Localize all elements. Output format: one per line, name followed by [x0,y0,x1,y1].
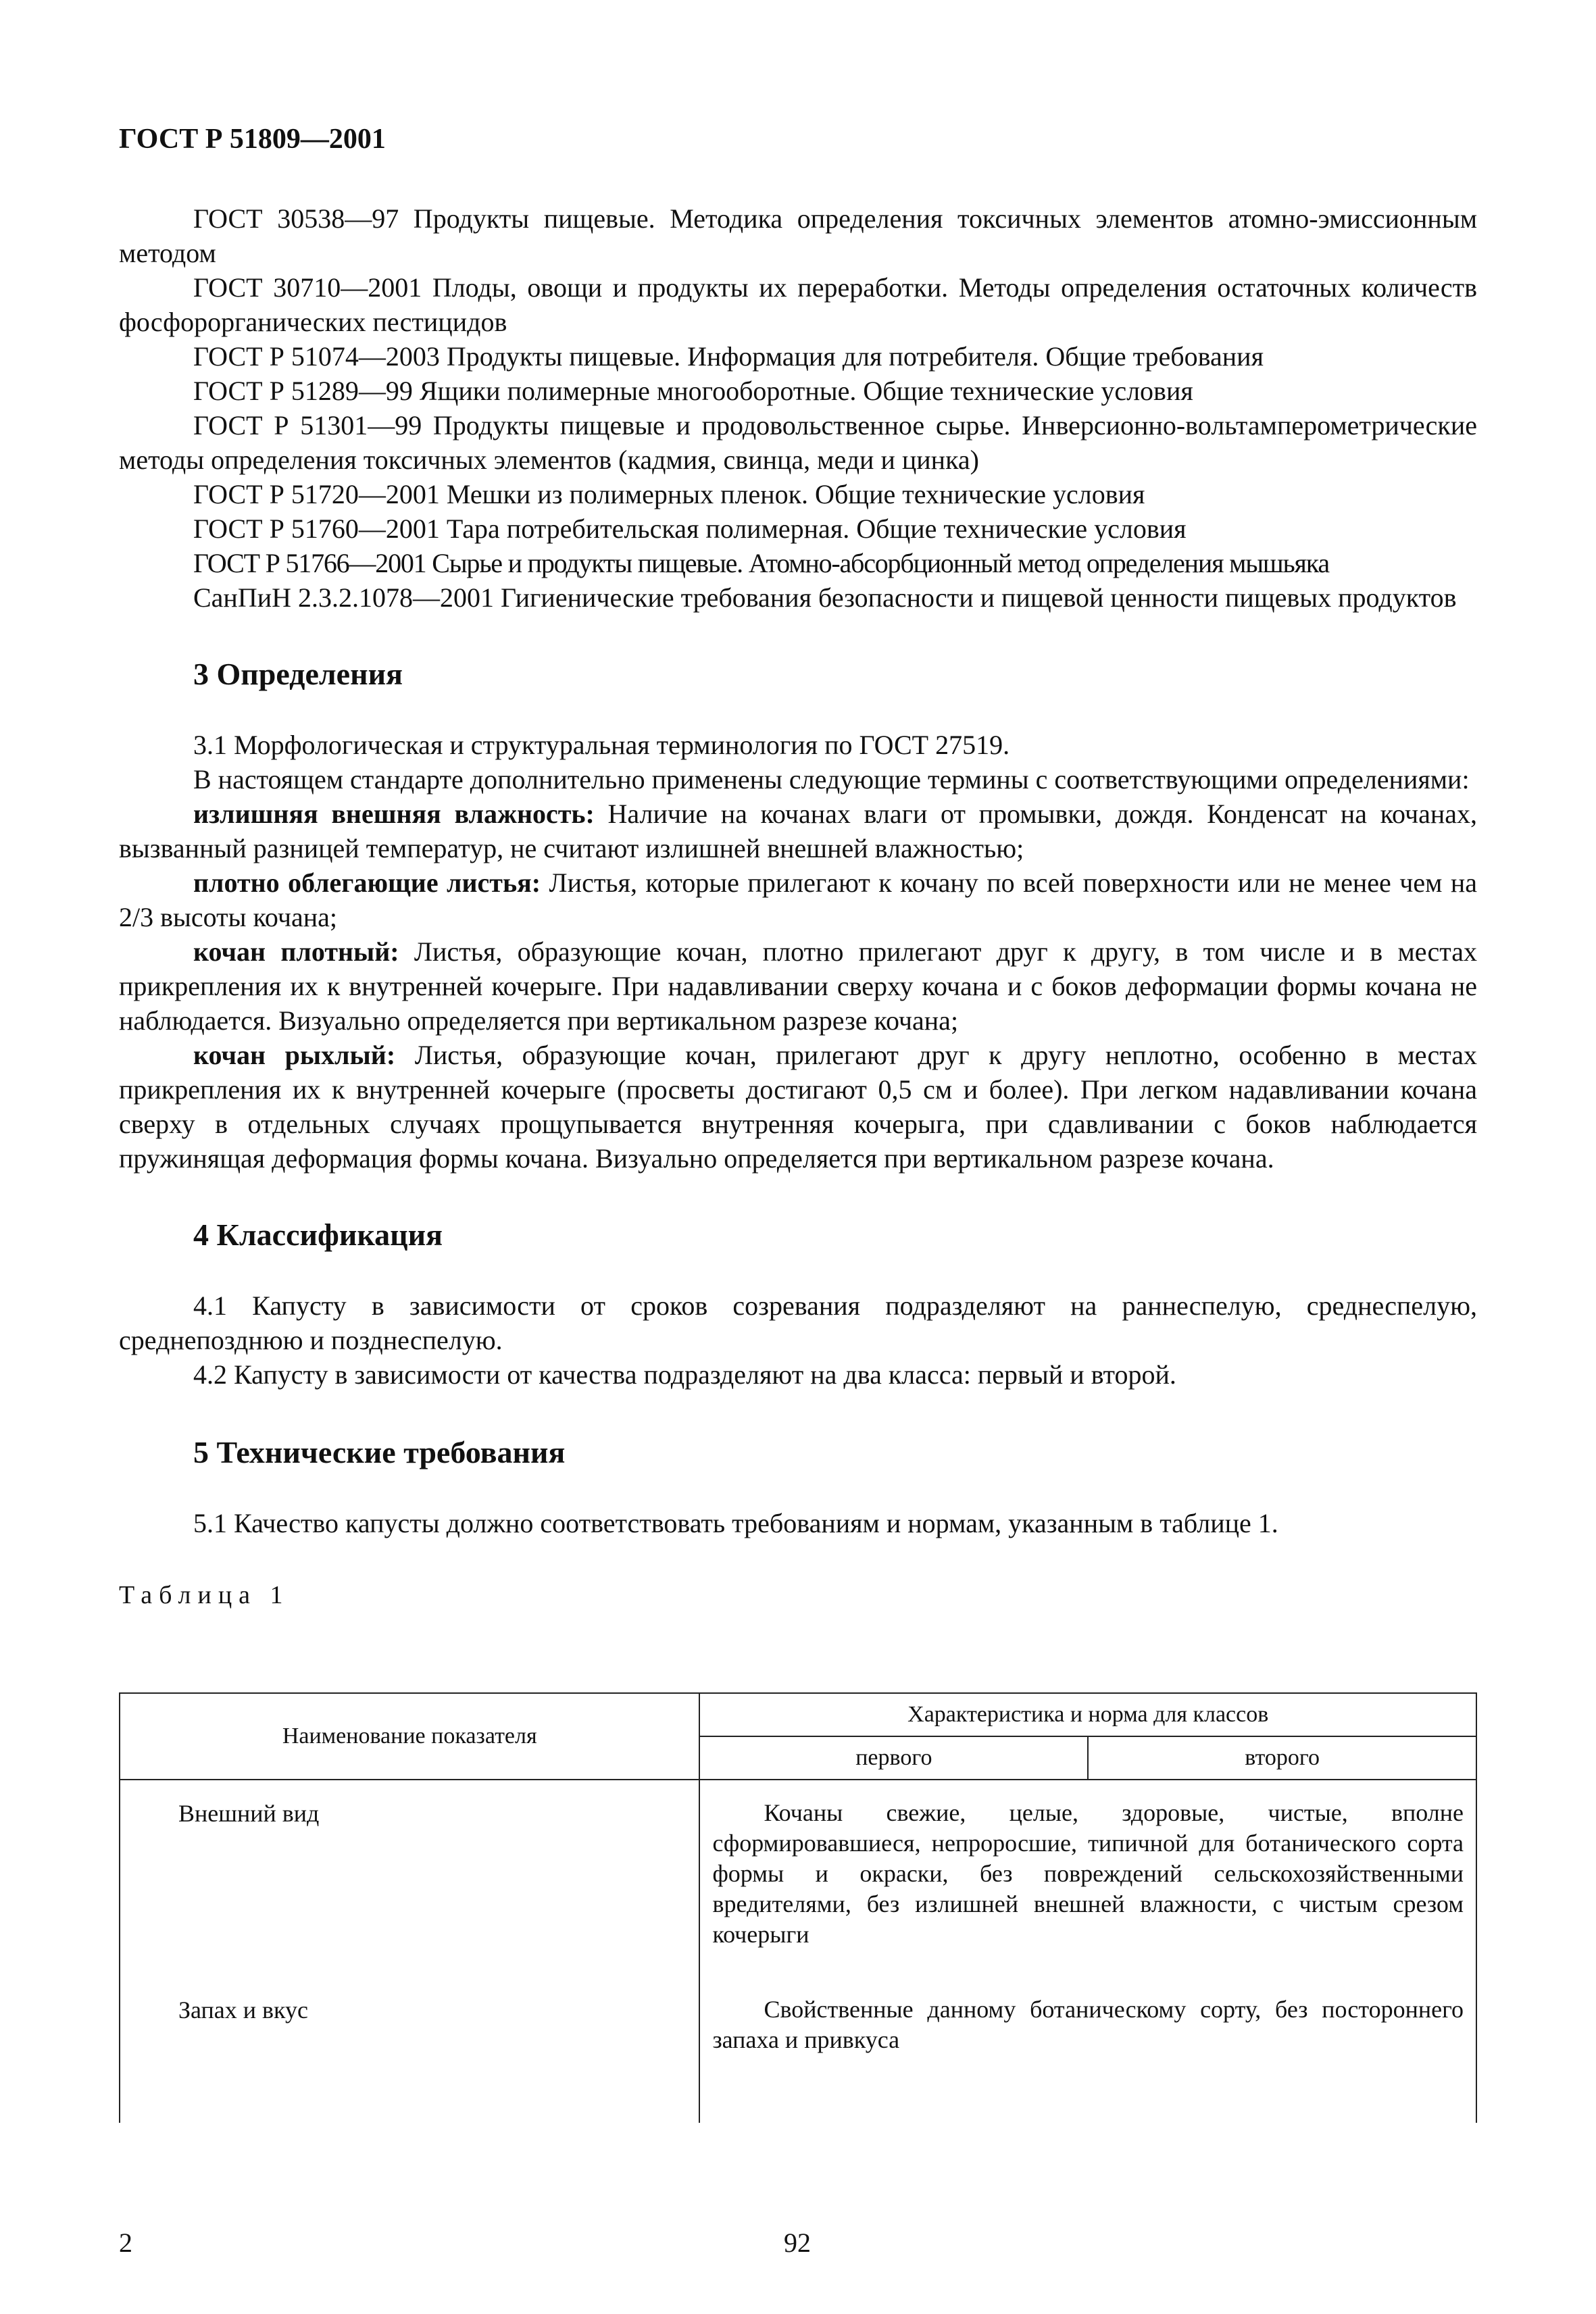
reference-item: ГОСТ Р 51720—2001 Мешки из полимерных пленок. Общие технические условия [193,479,1145,509]
definition-text: Листья, образующие кочан, прилегают друг к другу неплотно, особенно в местах прикрепления их к внутренней кочерыге (просветы достигают 0,5 см и более). При легком надавливании кочана сверху в отдельных случаях прощупывается внутренняя кочерыга, при сдавливании с боков наблюдается пружинящая деформация формы кочана. Визуально определяется при вертикальном разрезе кочана. [119,1040,1477,1174]
column-header-name: Наименование показателя [120,1693,699,1780]
table-cell-name: Внешний вид [120,1780,699,1977]
definition-text: Листья, образующие кочан, плотно прилегают друг к другу, в том числе и в местах прикрепления их к внутренней кочерыге. При надавливании сверху кочана и с боков деформации формы кочана не наблюдается. Визуально определяется при вертикальном разрезе кочана; [119,936,1478,1036]
page-content [119,201,1477,1613]
section-3-paragraph: В настоящем стандарте дополнительно применены следующие термины с соответствующими определениями: [193,764,1470,795]
column-header-second: второго [1088,1736,1476,1780]
definition-term: кочан рыхлый: [193,1040,396,1070]
section-4-paragraph: 4.2 Капусту в зависимости от качества подразделяют на два класса: первый и второй. [193,1359,1176,1390]
page-number-left: 2 [119,2228,132,2258]
definition-item [119,1038,1477,1176]
references-list [119,201,1477,615]
column-header-first: первого [699,1736,1088,1780]
definition-text: Листья, которые прилегают к кочану по всей поверхности или не менее чем на 2/3 высоты кочана; [119,867,1477,932]
reference-item: ГОСТ Р 51074—2003 Продукты пищевые. Информация для потребителя. Общие требования [193,341,1264,372]
definition-item [119,934,1477,1038]
definition-item [119,865,1477,934]
definition-term: плотно облегающие листья: [193,867,541,898]
reference-item: ГОСТ 30538—97 Продукты пищевые. Методика определения токсичных элементов атомно-эмиссионным методом [119,203,1477,268]
section-5-paragraph: 5.1 Качество капусты должно соответствовать требованиям и нормам, указанным в таблице 1. [193,1508,1278,1538]
table-1 [119,1692,1477,2123]
section-3-heading: 3 Определения [193,657,403,691]
table-cell-value: Кочаны свежие, целые, здоровые, чистые, вполне сформировавшиеся, непроросшие, типичной для ботанического сорта формы и окраски, без повреждений сельскохозяйственными вредителями, без излишней внешней влажности, с чистым срезом кочерыги [699,1780,1476,1977]
definition-term: кочан плотный: [193,936,399,967]
column-header-group: Характеристика и норма для классов [699,1693,1476,1736]
section-4-paragraph: 4.1 Капусту в зависимости от сроков созревания подразделяют на раннеспелую, среднеспелую, среднепозднюю и позднеспелую. [119,1290,1477,1355]
table-caption: Таблица 1 [119,1581,290,1609]
reference-item: ГОСТ Р 51760—2001 Тара потребительская полимерная. Общие технические условия [193,513,1187,544]
section-4-heading: 4 Классификация [193,1217,443,1252]
reference-item: ГОСТ Р 51301—99 Продукты пищевые и продовольственное сырье. Инверсионно-вольтамперометрические методы определения токсичных элементов (кадмия, свинца, меди и цинка) [119,410,1477,475]
table-cell-name: Запах и вкус [120,1977,699,2123]
table-cell-value: Свойственные данному ботаническому сорту, без постороннего запаха и привкуса [699,1977,1476,2123]
section-5-heading: 5 Технические требования [193,1435,566,1469]
reference-item: ГОСТ 30710—2001 Плоды, овощи и продукты их переработки. Методы определения остаточных количеств фосфорорганических пестицидов [119,272,1477,337]
standard-header: ГОСТ Р 51809—2001 [119,124,386,155]
table-row [120,1977,1476,2123]
reference-item: ГОСТ Р 51289—99 Ящики полимерные многооборотные. Общие технические условия [193,376,1193,406]
reference-item: СанПиН 2.3.2.1078—2001 Гигиенические требования безопасности и пищевой ценности пищевых продуктов [193,582,1457,613]
section-3-paragraph: 3.1 Морфологическая и структуральная терминология по ГОСТ 27519. [193,730,1010,760]
definition-term: излишняя внешняя влажность: [193,799,595,829]
page-number-center: 92 [784,2228,811,2258]
table-row [120,1780,1476,1977]
reference-item: ГОСТ Р 51766—2001 Сырье и продукты пищевые. Атомно-абсорбционный метод определения мышьяка [193,548,1329,578]
definition-text: Наличие на кочанах влаги от промывки, дождя. Конденсат на кочанах, вызванный разницей температур, не считают излишней внешней влажностью; [119,799,1477,863]
definition-item [119,797,1477,865]
